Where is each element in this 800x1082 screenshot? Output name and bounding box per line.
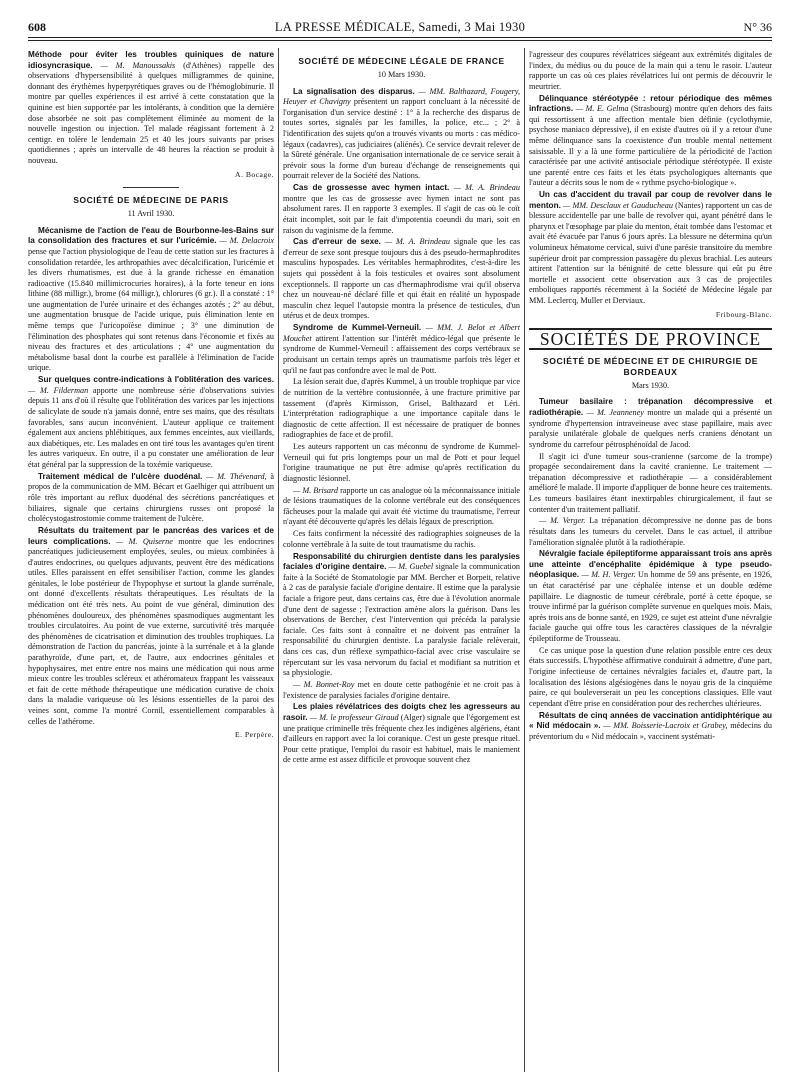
article-paragraph bbox=[283, 680, 520, 701]
article-title: Cas d'erreur de sexe. bbox=[293, 237, 381, 247]
article-paragraph bbox=[283, 702, 520, 766]
article-paragraph bbox=[529, 711, 772, 743]
signature: E. Perpère. bbox=[234, 730, 274, 740]
article-text: (Alger) signale que l'égorgement est une pratique criminelle très fréquente chez les indigènes algériens, étant d'ailleurs en rapport avec la loi coranique. C'est un geste presque rituel. Pour cette pratique, l'emploi du rasoir est habituel, mais le maniement de cette arme est assez difficile et provoque souvent chez bbox=[283, 712, 520, 765]
article-paragraph bbox=[283, 87, 520, 182]
article-text: montre que les endocrines pancréatiques judicieusement employées, seules, ou mieux combinées à d'autres endocrines, ou quelques adjuvants, peuvent être des médications utiles. Elles paraissent en effet sensibiliser l'action, comme les glandes génitales, le lobe postérieur de l'hypophyse et surtout la glande surrénale, ont donné d'excellents résultats thérapeutiques. Les résultats de la médication ont été très nets. Au point de vue général, diminution des phénomènes douloureux, des phénomènes spasmodiques augmentant les troubles circulatoires. Au point de vue externe, surcutivité très marquée des phénomènes de cicatrisation et diminution des troubles trophiques. La démonstration de l'action du pancréas, jointe à la surrénale et à la glande parathyroïde, d'une part, et, de l'autre, aux endocrines génitales et hypophysaires, met entre entre nos mains une médication qui nous arme mieux contre les troubles scléreux et athéromateux frappant les vaisseaux et fait de cette méthode thérapeutique une médication curative de choix dans la maladie variqueuse où les lésions essentielles de la paroi des veines sont, comme l'a montré Cornil, essentiellement comparables à celles de l'athérome. bbox=[28, 536, 274, 726]
article-paragraph bbox=[28, 226, 274, 374]
article-title: Sur quelques contre-indications à l'oblitération des varices. bbox=[38, 375, 274, 385]
signature: Fribourg-Blanc. bbox=[715, 309, 772, 319]
article-paragraph bbox=[283, 486, 520, 528]
article-text: apporte une nombreuse série d'observations suivies depuis 11 ans d'où il résulte que l'oblitération des varices par les injections de salicylate de soude n'a jamais donné, entre ses mains, que des résultats favorables, sans aucun inconvénient. L'auteur applique ce traitement également aux anciens phlébitiques, aux femmes enceintes, aux vieillards, aux diabétiques, etc. Les malades en ont tiré tous les avantages qu'en tirent les autres variqueux. En outre, il a pu constater une amélioration de leur état général par la suppression de la toxémie variqueuse. bbox=[28, 385, 274, 469]
column-2 bbox=[283, 50, 520, 1070]
article-paragraph: Ces faits confirment la nécessité des radiographies soigneuses de la colonne vertébrale à la suite de tout traumatisme du rachis. bbox=[283, 529, 520, 549]
article-paragraph bbox=[28, 375, 274, 470]
article-text: rapporte un cas analogue où la méconnaissance initiale de lésions traumatiques de la colonne vertébrale eut des conséquences fâcheuses pour la malade qui avait été victime du traumatisme, l'erreur n'ayant été découverte qu'après les délais légaux de prescription. bbox=[283, 485, 520, 527]
article-text: La trépanation décompressive ne donne pas de bons résultats dans les tumeurs du cervelet. Dans le cas actuel, il attribue l'amélioration signalée plutôt à la radiothérapie. bbox=[529, 516, 772, 547]
article-text: (d'Athènes) rappelle des observations d'hypersensibilité à quelques milligrammes de quinine, donnant des érythèmes hyperpyrétiques graves ou de l'hémoglobinurie. Il montre par quelles expériences il est arrivé à cette constatation que la quinine est bien supportée par les intolérants, à condition que la dernière dose absorbée ne soit pas complètement éliminée au moment de la nouvelle ingestion ou injection. Tel malade réagissant fortement à 2 centigr. en tolère le lendemain 25 et 40 les jours suivants par prises quotidiennes ; après un intervalle de 48 heures la réaction se produit à nouveau. bbox=[28, 60, 274, 165]
article-paragraph bbox=[529, 94, 772, 189]
article-author: — M. Jeanneney bbox=[586, 408, 644, 417]
article-author: — MM. J. Belot et Albert Mouchet bbox=[283, 323, 520, 343]
article-text: médecins du préventorium du « Nid médocain », vaccinent systémati- bbox=[529, 721, 772, 741]
article-author: — M. E. Gelma bbox=[575, 104, 629, 114]
article-author: — M. Filderman bbox=[28, 385, 89, 395]
article-paragraph bbox=[529, 190, 772, 307]
column-divider bbox=[278, 48, 279, 1072]
article-paragraph bbox=[529, 516, 772, 548]
article-text: (Strasbourg) montre qu'en dehors des faits qui ressortissent à une affection mentale bien définie (cyclothymie, psychose maniaco dépressive), il en existe d'autres où il y a retour d'une même délinquance sans la coexistence d'un trouble mental nettement saisissable. Il y a là une forme particulière de la périodicité de l'action caractérisée par une activité antisociale périodique stéréotypée. Il existe une parenté entre ces faits et les états psychologiques alternants que l'auteur a décrits sous le nom de « rythme psycho-biologique ». bbox=[529, 104, 772, 188]
article-author: — M. A. Brindeau bbox=[384, 237, 450, 247]
article-author: — MM. Balthazard, Fougery, Heuyer et Chavigny bbox=[283, 86, 520, 107]
section-heading: SOCIÉTÉ DE MÉDECINE DE PARIS bbox=[73, 195, 229, 206]
article-title: Traitement médical de l'ulcère duodénal. bbox=[38, 471, 203, 481]
article-text: attirent l'attention sur l'intérêt médico-légal que présente le syndrome de Kummel-Verneuil : affaissement des corps vertébraux se produisant un certain temps après un traumatisme parfois très léger et qu'il ne faut pas confondre avec le mal de Pott. bbox=[283, 333, 520, 375]
article-paragraph bbox=[283, 323, 520, 376]
article-title: Méthode pour éviter les troubles quiniques de nature idiosyncrasique. bbox=[28, 50, 274, 70]
article-text: présentent un rapport concluant à la nécessité de l'organisation d'un service destiné : 1° à la recherche des disparus de toutes sortes, signalés par les familles, la police, etc... ; 2° à l'identification des sujets qu'on a trouvés vivants ou morts : cas médico-légaux (cadavres), cas judiciaires (aliénés). Ce service devrait relever de la Sûreté générale. Une organisation internationale de ce service serait à prévoir sous la forme d'un bureau d'échange de renseignements qui pourrait relever de la Société des Nations. bbox=[283, 97, 520, 181]
article-paragraph bbox=[283, 183, 520, 236]
article-author: — M. Quiserne bbox=[115, 536, 173, 546]
page-number: 608 bbox=[28, 20, 46, 34]
header-rule bbox=[28, 40, 772, 41]
article-text: montre que les cas de grossesse avec hymen intact ne sont pas absolument rares. Il en rapporte 3 exemples. Il s'agit de cas où le coït était incomplet, soit par le fait d'impotentia coeundi du mari, soit en raison du vaginisme de la femme. bbox=[283, 193, 520, 235]
article-author: — M. Thévenard, bbox=[206, 471, 267, 481]
article-title: Mécanisme de l'action de l'eau de Bourbonne-les-Bains sur la consolidation des fractures et sur l'uricémie. bbox=[28, 225, 274, 246]
article-author: — M. Bonnet-Roy bbox=[293, 679, 355, 689]
column-divider bbox=[524, 48, 525, 1072]
article-author: — MM. Desclaux et Gauducheau bbox=[563, 200, 673, 210]
article-author: — M. Verger. bbox=[539, 516, 586, 526]
article-author: — M. H. Verger. bbox=[581, 570, 636, 580]
article-author: — M. Guebel bbox=[388, 562, 434, 572]
article-title: Délinquance stéréotypée : retour périodique des mêmes infractions. bbox=[529, 93, 772, 114]
section-heading: SOCIÉTÉ DE MÉDECINE LÉGALE DE FRANCE bbox=[298, 56, 505, 66]
section-heading: SOCIÉTÉ DE MÉDECINE ET DE CHIRURGIE DE BORDEAUX bbox=[542, 355, 759, 377]
section-date: Mars 1930. bbox=[631, 380, 670, 390]
article-author: — MM. Boisserie-Lacroix et Grabey, bbox=[603, 721, 728, 731]
article-text: signale que les cas d'erreur de sexe sont presque toujours dus à des pseudo-hermaphrodites masculins hypospades. Les véritables hermaphrodites, c'est-à-dire les sujets qui possèdent à la fois testicules et ovaires sont absolument exceptionnels. Il rapporte un cas d'hermaphrodisme vrai qu'il observa chez un nouveau-né déclaré fille et qui était en réalité un hypospade masculin chez lequel l'autopsie montra la présence de testicules, d'un utérus et de deux trompes. bbox=[283, 237, 520, 321]
article-paragraph: Les auteurs rapportent un cas méconnu de syndrome de Kummel-Verneuil qui fut pris longtemps pour un mal de Pott et pour lequel l'origine traumatique ne put être admise qu'après rectification du diagnostic lésionnel. bbox=[283, 442, 520, 483]
article-paragraph bbox=[28, 50, 274, 167]
article-text: signale la communication faite à la Société de Stomatologie par MM. Bercher et Borpeit, relative à 2 cas de paralysie faciale d'origine dentaire. Il estime que la paralysie faciale a frigore peut, dans certains cas, être due à l'évolution anormale d'une dent de sagesse ; l'extraction amène alors la guérison. Dans les observations de Bercher, c'est l'intervention qui précéda la paralysie faciale. Ces faits sont à connaître et ne doivent pas entraîner la responsabilité du chirurgien dentiste. La paralysie faciale relèverait, dans ces cas, d'un réflexe sympathico-facial avec crise vasculaire se répercutant sur les vasa nervorum du facial et modifiant sa nutrition et sa physiologie. bbox=[283, 562, 520, 678]
journal-title: LA PRESSE MÉDICALE, Samedi, 3 Mai 1930 bbox=[274, 20, 526, 34]
article-text: met en doute cette pathogénie et ne croit pas à l'existence de paralysies faciales d'origine dentaire. bbox=[283, 679, 520, 700]
article-title: Tumeur basilaire : trépanation décompressive et radiothérapie. bbox=[529, 397, 772, 417]
article-title: La signalisation des disparus. bbox=[293, 86, 415, 96]
issue-number: N° 36 bbox=[743, 20, 772, 34]
article-title: Les plaies révélatrices des doigts chez les agresseurs au rasoir. bbox=[283, 702, 520, 722]
article-title: Névralgie faciale épileptiforme apparaissant trois ans après une atteinte d'encéphalite épidémique à type pseudo-néoplasique. bbox=[529, 549, 772, 580]
article-text: pense que l'action physiologique de l'eau de cette station sur les fractures à consolidation retardée, les arthropathies avec décalcification, l'uricémie et les divers rhumatismes, est due à la grande richesse en émanation radioactive (15.840 millimicrocuries horaires), à la forte teneur en ions lithine (88 milligr.), brome (64 milligr.), chlorures (6 gr.). Il a constaté : 1° une augmentation de l'urée urinaire et des échanges azotés ; 2° au début, une augmentation brusque de l'acide urique, puis élimination lente en même temps que l'uricopoïèse diminue ; 3° une diminution de l'élimination des phosphates qui sont retenus dans l'économie et fixés au niveau des fractures et des articulations ; 4° une augmentation du métabolisme basal dont la courbe est parallèle à l'élimination de l'acide urique. bbox=[28, 246, 274, 373]
separator bbox=[123, 187, 179, 188]
article-author: — M. Brisard bbox=[293, 485, 338, 495]
section-date: 10 Mars 1930. bbox=[377, 70, 426, 79]
province-heading: SOCIÉTÉS DE PROVINCE bbox=[529, 328, 772, 350]
article-text: (Nantes) rapportent un cas de blessure accidentelle par une balle de revolver qui, ayant pénétré dans le pharynx et l'œsophage par plaie du menton, était tombée dans l'estomac et avait été évacuée par l'anus 6 jours après. La blessure ne détermina qu'un volumineux hématome cervical, suivi d'une parésie transitoire du membre supérieur droit par compression passagère du plexus brachial. Les auteurs attirent l'attention sur la bénignité de cette blessure qui eût pu être mortelle et associent cette observation aux 3 cas de projectiles emboliques rapportés récemment à la Société de Médecine légale par MM. Leclercq, Muller et Derviaux. bbox=[529, 200, 772, 306]
column-3 bbox=[529, 50, 772, 1070]
article-paragraph bbox=[529, 397, 772, 450]
article-author: — M. A. Brindeau bbox=[453, 183, 520, 193]
column-1 bbox=[28, 50, 274, 1070]
article-title: Un cas d'accident du travail par coup de revolver dans le menton. bbox=[529, 190, 772, 210]
article-author: — M. le professeur Giraud bbox=[309, 712, 399, 722]
article-text: à propos de la communication de MM. Bécart et Gaelhiger qui attribuent un rôle très important au reflux duodénal des sécrétions pancréatiques et biliaires, signale que certains chirurgiens russes ont proposé la cholécystogastrostomie comme traitement de l'ulcère. bbox=[28, 471, 274, 524]
article-author: — M. Manoussakis bbox=[100, 60, 176, 70]
article-author: — M. Delacroix bbox=[219, 236, 274, 246]
page-header bbox=[28, 20, 772, 38]
article-title: Résultats de cinq années de vaccination antidiphtérique au « Nid médocain ». bbox=[529, 710, 772, 731]
article-paragraph: Ce cas unique pose la question d'une relation possible entre ces deux états successifs. L'hypothèse affirmative conduirait à admettre, d'une part, l'origine infectieuse de certaines névralgies faciales et, d'autre part, la localisation des lésions algésiogènes dans le noyau gris de la cinquième paire, ce qui bouleverserait un peu les conceptions classiques. Elle vaut cependant d'être prise en considération pour des recherches ultérieures. bbox=[529, 645, 772, 708]
article-paragraph: Il s'agit ici d'une tumeur sous-cranienne (sarcome de la trompe) propagée secondairement dans la cavité cranienne. Le traitement — trépanation décompressive et radiothérapie — a considérablement amélioré le malade. Il importe d'appliquer de bonne heure ces traitements. Les tumeurs basilaires étant inextirpables chirurgicalement, il faut se contenter d'un traitement palliatif. bbox=[529, 451, 772, 514]
article-paragraph bbox=[283, 552, 520, 679]
article-paragraph: l'agresseur des coupures révélatrices siégeant aux extrémités digitales de l'index, du médius ou du pouce de la main qui a tenu le rasoir. L'auteur rapporte un cas où ces plaies révélatrices lui ont permis de découvrir le meurtrier. bbox=[529, 50, 772, 91]
article-paragraph bbox=[529, 549, 772, 644]
article-paragraph bbox=[28, 472, 274, 525]
article-paragraph: La lésion serait due, d'après Kummel, à un trouble trophique par vice de nutrition de la vertèbre contusionnée, à une fracture primitive par tassement (d'après Kirmisson, Grisel, Balthazard et Léri. L'interprétation radiographique a une importance capitale dans le diagnostic de cette affection. Il est nécessaire de pratiquer de bonnes radiographies de face et de profil. bbox=[283, 377, 520, 440]
article-title: Cas de grossesse avec hymen intact. bbox=[293, 183, 450, 193]
article-text: montre un malade qui a présenté un syndrome d'hypertension intraveineuse avec stase papillaire, mais avec paralysie unilatérale globale de quelques nerfs craniens dénotant un syndrome du carrefour pétrosphénoïdal de Jacod. bbox=[529, 408, 772, 449]
signature: A. Bocage. bbox=[235, 169, 274, 179]
article-paragraph bbox=[28, 526, 274, 727]
article-title: Responsabilité du chirurgien dentiste dans les paralysies faciales d'origine dentaire. bbox=[283, 551, 520, 572]
section-date: 11 Avril 1930. bbox=[127, 209, 175, 219]
article-title: Syndrome de Kummel-Verneuil. bbox=[293, 323, 422, 333]
article-paragraph bbox=[283, 237, 520, 322]
article-title: Résultats du traitement par le pancréas des varices et de leurs complications. bbox=[28, 525, 274, 546]
article-text: Un homme de 59 ans présente, en 1926, un état caractérisé par une céphalée intense et un double œdème papillaire. Le diagnostic de tumeur cérébrale, porté à cette époque, se trouve infirmé par la guérison complète survenue en quelques mois. Mais, après trois ans de bonne santé, en 1929, ce sujet est atteint d'une névralgie faciale gauche qui offre tous les caractères classiques de la névralgie épileptiforme de Trousseau. bbox=[529, 570, 772, 644]
